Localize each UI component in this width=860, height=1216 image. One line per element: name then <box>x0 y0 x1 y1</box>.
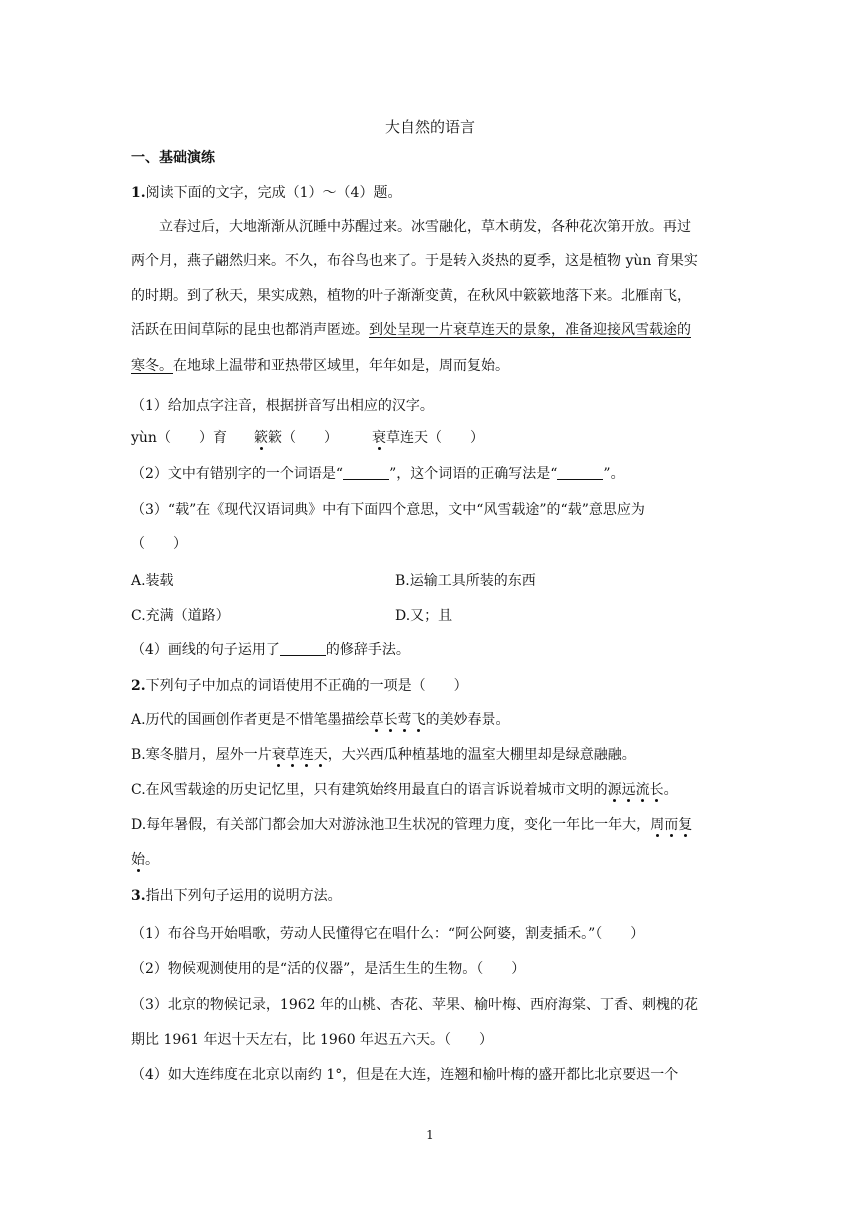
option-text: D.每年暑假，有关部门都会加大对游泳池卫生状况的管理力度，变化一年比一年大， <box>131 817 651 833</box>
question-number: 1. <box>131 185 146 201</box>
dotted-char: 周 <box>650 817 665 833</box>
question-text: 下列句子中加点的词语使用不正确的一项是（ ） <box>145 678 468 694</box>
question-3-prompt <box>131 886 342 906</box>
option-text: 的美妙春景。 <box>425 712 510 728</box>
question-2-prompt <box>131 676 468 696</box>
pinyin-item-text: 草连天（ ） <box>386 430 484 446</box>
dotted-char: 流 <box>635 782 650 798</box>
dotted-char: 长 <box>649 782 664 798</box>
dotted-char: 长 <box>383 712 398 728</box>
subquestion-1: （1）给加点字注音，根据拼音写出相应的汉字。 <box>131 398 434 414</box>
passage-line: 立春过后，大地渐渐从沉睡中苏醒过来。冰雪融化，草木萌发，各种花次第开放。再过 <box>159 219 691 235</box>
option-text: 。 <box>663 782 678 798</box>
subquestion-4 <box>131 640 410 660</box>
subquestion-text: （2）文中有错别字的一个词语是“ <box>131 466 344 482</box>
dotted-char: 远 <box>621 782 636 798</box>
question-number: 3. <box>131 888 146 904</box>
subquestion-text: ”。 <box>603 466 625 482</box>
option-b: B.运输工具所装的东西 <box>395 573 536 589</box>
option-c <box>131 780 678 800</box>
question-1-prompt <box>131 183 401 203</box>
option-text: A.历代的国画创作者更是不惜笔墨描绘 <box>131 712 370 728</box>
subquestion-2 <box>131 464 625 484</box>
answer-bracket: （ ） <box>131 536 187 552</box>
answer-blank[interactable] <box>557 465 603 480</box>
dotted-word <box>370 712 426 728</box>
passage-line <box>131 320 691 340</box>
underlined-sentence: 寒冬。 <box>131 358 173 374</box>
sentence-3-continued: 期比 1961 年迟十天左右，比 1960 年迟五六天。（ ） <box>131 1032 494 1048</box>
dotted-char: 连 <box>299 747 314 763</box>
dotted-char: 飞 <box>411 712 426 728</box>
pinyin-item-b <box>254 428 338 448</box>
dotted-char: 簌 <box>254 430 268 446</box>
option-text: 。 <box>145 852 159 868</box>
sentence-3: （3）北京的物候记录，1962 年的山桃、杏花、苹果、榆叶梅、西府海棠、丁香、刺槐的花 <box>131 997 698 1013</box>
dotted-word <box>608 782 664 798</box>
answer-blank[interactable] <box>343 465 389 480</box>
pinyin-item-text: 簌（ ） <box>268 430 338 446</box>
subquestion-text: （4）画线的句子运用了 <box>131 642 280 658</box>
question-text: 指出下列句子运用的说明方法。 <box>145 888 342 904</box>
page-title: 大自然的语言 <box>384 118 475 136</box>
page-number: 1 <box>426 1128 434 1142</box>
dotted-word <box>272 747 328 763</box>
sentence-2: （2）物候观测使用的是“活的仪器”，是活生生的生物。（ ） <box>131 961 526 977</box>
dotted-char: 莺 <box>397 712 412 728</box>
option-d: D.又；且 <box>395 608 453 624</box>
option-b <box>131 745 636 765</box>
dotted-char: 衰 <box>271 747 286 763</box>
option-a: A.装载 <box>131 573 174 589</box>
passage-line: 两个月，燕子翩然归来。不久，布谷鸟也来了。于是转入炎热的夏季，这是植物 yùn 育果实 <box>131 253 698 269</box>
option-a <box>131 710 510 730</box>
answer-blank[interactable] <box>280 641 326 656</box>
passage-text: 在地球上温带和亚热带区域里，年年如是，周而复始。 <box>173 358 509 374</box>
pinyin-item-c <box>372 428 484 448</box>
sentence-1: （1）布谷鸟开始唱歌，劳动人民懂得它在唱什么：“阿公阿婆，割麦插禾。”（ ） <box>131 926 645 942</box>
dotted-word <box>650 817 692 833</box>
option-text: C.在风雪载途的历史记忆里，只有建筑始终用最直白的语言诉说着城市文明的 <box>131 782 608 798</box>
dotted-char: 衰 <box>372 430 386 446</box>
subquestion-text: 的修辞手法。 <box>325 642 410 658</box>
question-number: 2. <box>131 678 146 694</box>
subquestion-3: （3）“载”在《现代汉语词典》中有下面四个意思，文中“风雪载途”的“载”意思应为 <box>131 502 645 518</box>
dotted-char: 天 <box>313 747 328 763</box>
passage-line: 的时期。到了秋天，果实成熟，植物的叶子渐渐变黄，在秋风中簌簌地落下来。北雁南飞， <box>131 288 691 304</box>
pinyin-item-a: yùn（ ）育 <box>131 430 227 446</box>
dotted-char: 始 <box>131 852 145 868</box>
option-d-continued <box>131 850 159 870</box>
dotted-char: 源 <box>607 782 622 798</box>
section-heading: 一、基础演练 <box>131 150 215 166</box>
passage-text: 活跃在田间草际的昆虫也都消声匿迹。 <box>131 322 369 338</box>
question-text: 阅读下面的文字，完成（1）～（4）题。 <box>145 185 402 201</box>
underlined-sentence: 到处呈现一片衰草连天的景象，准备迎接风雪载途的 <box>369 322 691 338</box>
dotted-char: 而 <box>664 817 679 833</box>
option-text: ，大兴西瓜种植基地的温室大棚里却是绿意融融。 <box>327 747 636 763</box>
option-text: B.寒冬腊月，屋外一片 <box>131 747 272 763</box>
passage-line <box>131 356 509 376</box>
dotted-char: 草 <box>369 712 384 728</box>
subquestion-text: ”，这个词语的正确写法是“ <box>389 466 558 482</box>
option-d <box>131 815 692 835</box>
option-c: C.充满（道路） <box>131 608 230 624</box>
dotted-char: 草 <box>285 747 300 763</box>
dotted-char: 复 <box>678 817 693 833</box>
sentence-4: （4）如大连纬度在北京以南约 1°，但是在大连，连翘和榆叶梅的盛开都比北京要迟一个 <box>131 1067 679 1083</box>
